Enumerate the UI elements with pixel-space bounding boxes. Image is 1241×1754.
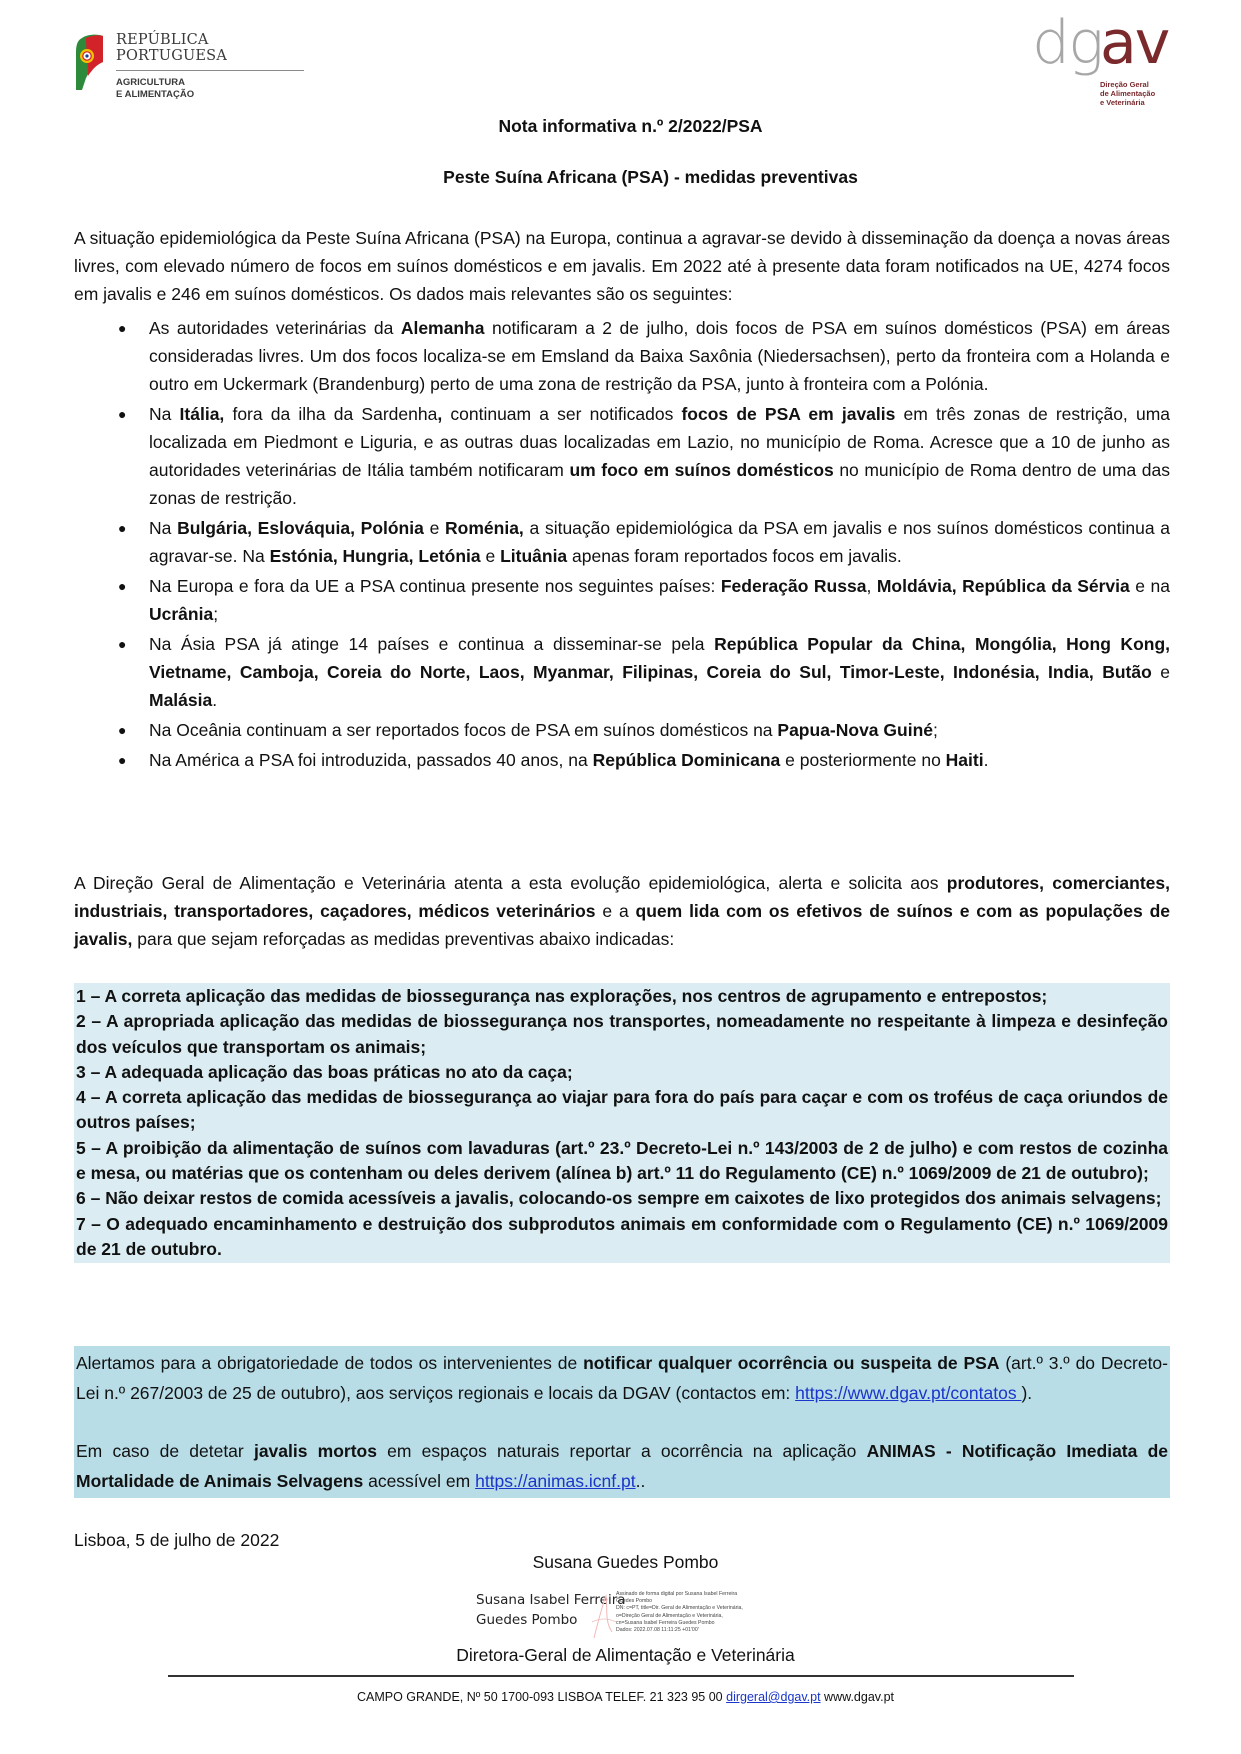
bullet-item xyxy=(74,746,1170,774)
text-segment: ; xyxy=(213,604,219,624)
bold-text: Moldávia, República da Sérvia xyxy=(876,576,1130,596)
digital-signature-name: Susana Isabel Ferreira Guedes Pombo xyxy=(476,1592,626,1628)
bold-text: Estónia, Hungria, Letónia xyxy=(269,546,481,566)
signature-detail-line: Guedes Pombo xyxy=(616,1598,653,1605)
text-segment: Na xyxy=(149,518,178,538)
text-segment: Na América a PSA foi introduzida, passados 40 anos, na xyxy=(149,750,593,770)
bullet-item xyxy=(74,716,1170,744)
dgav-logo xyxy=(1032,8,1182,112)
bold-text: República Dominicana xyxy=(592,750,781,770)
preventive-measures-box xyxy=(74,983,1170,1263)
dgav-logo-mark-dg: dg xyxy=(1032,8,1103,78)
bullet-icon: ● xyxy=(118,520,127,536)
pdf-signature-watermark-icon xyxy=(588,1592,618,1640)
bold-text: um foco em suínos domésticos xyxy=(569,460,834,480)
signature-detail-line: DN: c=PT, title=Dir. Geral de Alimentação e Veterinária, xyxy=(616,1605,743,1612)
text-segment: apenas foram reportados focos em javalis. xyxy=(567,546,902,566)
footer-contacts: CAMPO GRANDE, Nº 50 1700-093 LISBOA TELEF. 21 323 95 00 dirgeral@dgav.pt www.dgav.pt xyxy=(357,1690,894,1704)
measure-item: 7 – O adequado encaminhamento e destruição dos subprodutos animais em conformidade com o Regulamento (CE) n.º 1069/2009 de 21 de outubro. xyxy=(76,1213,1168,1259)
bold-text: focos de PSA em javalis xyxy=(681,404,896,424)
bold-text: Lituânia xyxy=(500,546,568,566)
bold-text: produtores, comerciantes, industriais, transportadores, caçadores, médicos veterinários xyxy=(74,873,1170,921)
text-segment: e posteriormente no xyxy=(780,750,946,770)
text-segment: e a xyxy=(595,901,636,921)
bold-text: Alemanha xyxy=(400,318,485,338)
signature-detail-line: Assinado de forma digital por Susana Isabel Ferreira xyxy=(616,1591,738,1597)
text-segment: e xyxy=(480,546,501,566)
text-segment: Na xyxy=(149,404,180,424)
republica-portuguesa-title: REPÚBLICA PORTUGUESA xyxy=(116,32,227,64)
ministry-subtitle: AGRICULTURA E ALIMENTAÇÃO xyxy=(116,77,195,100)
logo-divider xyxy=(116,70,304,71)
text-segment: ; xyxy=(933,720,938,740)
signatory-name: Susana Guedes Pombo xyxy=(532,1552,719,1572)
dgav-logo-subtitle: Direção Geral de Alimentação e Veterinária xyxy=(1100,80,1156,107)
bullet-item xyxy=(74,514,1170,570)
measure-item: 3 – A adequada aplicação das boas práticas no ato da caça; xyxy=(76,1061,573,1082)
text-segment: As autoridades veterinárias da xyxy=(149,318,401,338)
measure-item: 1 – A correta aplicação das medidas de biossegurança nas explorações, nos centros de agrupamento e entrepostos; xyxy=(76,986,1048,1006)
text-segment: Na Ásia PSA já atinge 14 países e continua a disseminar-se pela xyxy=(149,634,715,654)
dgav-logo-mark-av: av xyxy=(1100,8,1169,78)
text-segment: para que sejam reforçadas as medidas preventivas abaixo indicadas: xyxy=(132,929,675,949)
outbreak-bullet-list xyxy=(74,314,1170,776)
note-number: Nota informativa n.º 2/2022/PSA xyxy=(498,116,763,136)
bold-text: Roménia, xyxy=(445,518,524,538)
republica-portuguesa-logo xyxy=(74,30,314,110)
appeal-paragraph xyxy=(74,869,1170,953)
bold-text: Federação Russa xyxy=(720,576,867,596)
bullet-icon: ● xyxy=(118,722,127,738)
footer-divider xyxy=(168,1675,1074,1677)
bullet-icon: ● xyxy=(118,320,127,336)
measure-item: 6 – Não deixar restos de comida acessíveis a javalis, colocando-os sempre em caixotes de lixo protegidos dos animais selvagens; xyxy=(76,1188,1162,1209)
bold-text: , xyxy=(437,404,443,424)
bold-text: Haiti xyxy=(945,750,984,770)
notification-alert-box xyxy=(74,1346,1170,1498)
bullet-item xyxy=(74,400,1170,512)
bold-text: quem lida com os efetivos de suínos e com as populações de javalis, xyxy=(74,901,1170,949)
text-segment: Na Oceânia continuam a ser reportados focos de PSA em suínos domésticos na xyxy=(149,720,778,740)
bullet-icon: ● xyxy=(118,636,127,652)
signature-detail-line: o=Direção Geral de Alimentação e Veterinária, xyxy=(616,1612,723,1619)
bold-text: Malásia xyxy=(149,690,213,710)
intro-paragraph: A situação epidemiológica da Peste Suína Africana (PSA) na Europa, continua a agravar-se devido à disseminação da doença a novas áreas livres, com elevado número de focos em suínos domésticos e em javalis. Em 2022 até à presente data foram notificados na UE, 4274 focos em javalis e 246 em suínos domésticos. Os dados mais relevantes são os seguintes: xyxy=(74,228,1170,304)
measure-item: 4 – A correta aplicação das medidas de biossegurança ao viajar para fora do país para caçar e com os troféus de caça oriundos de outros países; xyxy=(76,1087,1168,1133)
text-segment: Na Europa e fora da UE a PSA continua presente nos seguintes países: xyxy=(149,576,721,596)
animas-link[interactable]: https://animas.icnf.pt xyxy=(475,1471,636,1491)
text-segment: notificaram a 2 de julho, dois focos de PSA em suínos domésticos (PSA) em áreas consideradas livres. Um dos focos localiza-se em Emsland da Baixa Saxônia (Niedersachsen), perto da fronteira com a Holanda e outro em Uckermark (Brandenburg) perto de uma zona de restrição da PSA, junto à fronteira com a Polónia. xyxy=(149,318,1170,394)
footer-email-link[interactable]: dirgeral@dgav.pt xyxy=(726,1690,821,1704)
signature-detail-line: Dados: 2022.07.08 11:11:25 +01'00' xyxy=(616,1627,699,1634)
notify-paragraph: Alertamos para a obrigatoriedade de todos os intervenientes de notificar qualquer ocorrência ou suspeita de PSA (art.º 3.º do Decreto-Lei n.º 267/2003 de 25 de outubro), aos serviços regionais e locais da DGAV (contactos em: https://www.dgav.pt/contatos ). xyxy=(76,1353,1168,1403)
dgav-contacts-link[interactable]: https://www.dgav.pt/contatos xyxy=(795,1383,1022,1403)
bullet-icon: ● xyxy=(118,752,127,768)
bullet-item xyxy=(74,314,1170,398)
digital-signature[interactable] xyxy=(476,1590,796,1640)
text-segment: e xyxy=(1151,662,1170,682)
text-segment: A Direção Geral de Alimentação e Veterinária atenta a esta evolução epidemiológica, alerta e solicita aos xyxy=(74,873,947,893)
text-segment: e na xyxy=(1129,576,1170,596)
bold-text: Papua-Nova Guiné xyxy=(777,720,933,740)
bold-text: Ucrânia xyxy=(149,604,214,624)
text-segment: a situação epidemiológica da PSA em javalis e nos suínos domésticos continua a agravar-se. Na xyxy=(149,518,1171,566)
text-segment: e xyxy=(423,518,446,538)
text-segment: fora da ilha da Sardenha xyxy=(224,404,438,424)
bold-text: Bulgária, Eslováquia, Polónia xyxy=(177,518,424,538)
text-segment: no município de Roma dentro de uma das zonas de restrição. xyxy=(149,460,1171,508)
place-date: Lisboa, 5 de julho de 2022 xyxy=(74,1530,280,1550)
document-title: Peste Suína Africana (PSA) - medidas preventivas xyxy=(443,167,858,187)
bullet-item xyxy=(74,630,1170,714)
text-segment: em três zonas de restrição, uma localizada em Piedmont e Liguria, e as outras duas localizadas em Lazio, no município de Roma. Acresce que a 10 de junho as autoridades veterinárias de Itália também notificaram xyxy=(149,404,1171,480)
signature-detail-line: cn=Susana Isabel Ferreira Guedes Pombo xyxy=(616,1619,715,1626)
measure-item: 2 – A apropriada aplicação das medidas de biossegurança nos transportes, nomeadamente no respeitante à limpeza e desinfeção dos veículos que transportam os animais; xyxy=(76,1011,1168,1057)
text-segment: continuam a ser notificados xyxy=(442,404,682,424)
text-segment: . xyxy=(983,750,989,770)
bullet-icon: ● xyxy=(118,406,127,422)
bold-text: República Popular da China, Mongólia, Hong Kong, Vietname, Camboja, Coreia do Norte, Laos, Myanmar, Filipinas, Coreia do Sul, Timor-Leste, Indonésia, India, Butão xyxy=(149,634,1170,682)
text-segment: . xyxy=(212,690,218,710)
portugal-flag-emblem-icon xyxy=(74,32,104,92)
bold-text: Itália, xyxy=(179,404,225,424)
digital-signature-details xyxy=(616,1591,796,1634)
text-segment: , xyxy=(866,576,877,596)
bullet-item xyxy=(74,572,1170,628)
measure-item: 5 – A proibição da alimentação de suínos com lavaduras (art.º 23.º Decreto-Lei n.º 143/2003 de 2 de julho) e com restos de cozinha e mesa, ou matérias que os contenham ou deles derivem (alínea b) art.º 11 do Regulamento (CE) n.º 1069/2009 de 21 de outubro); xyxy=(76,1137,1168,1184)
animas-paragraph: Em caso de detetar javalis mortos em espaços naturais reportar a ocorrência na aplicação ANIMAS - Notificação Imediata de Mortalidade de Animais Selvagens acessível em https://animas.icnf.pt.. xyxy=(76,1441,1168,1491)
signatory-role: Diretora-Geral de Alimentação e Veterinária xyxy=(456,1645,795,1665)
bullet-icon: ● xyxy=(118,578,127,594)
